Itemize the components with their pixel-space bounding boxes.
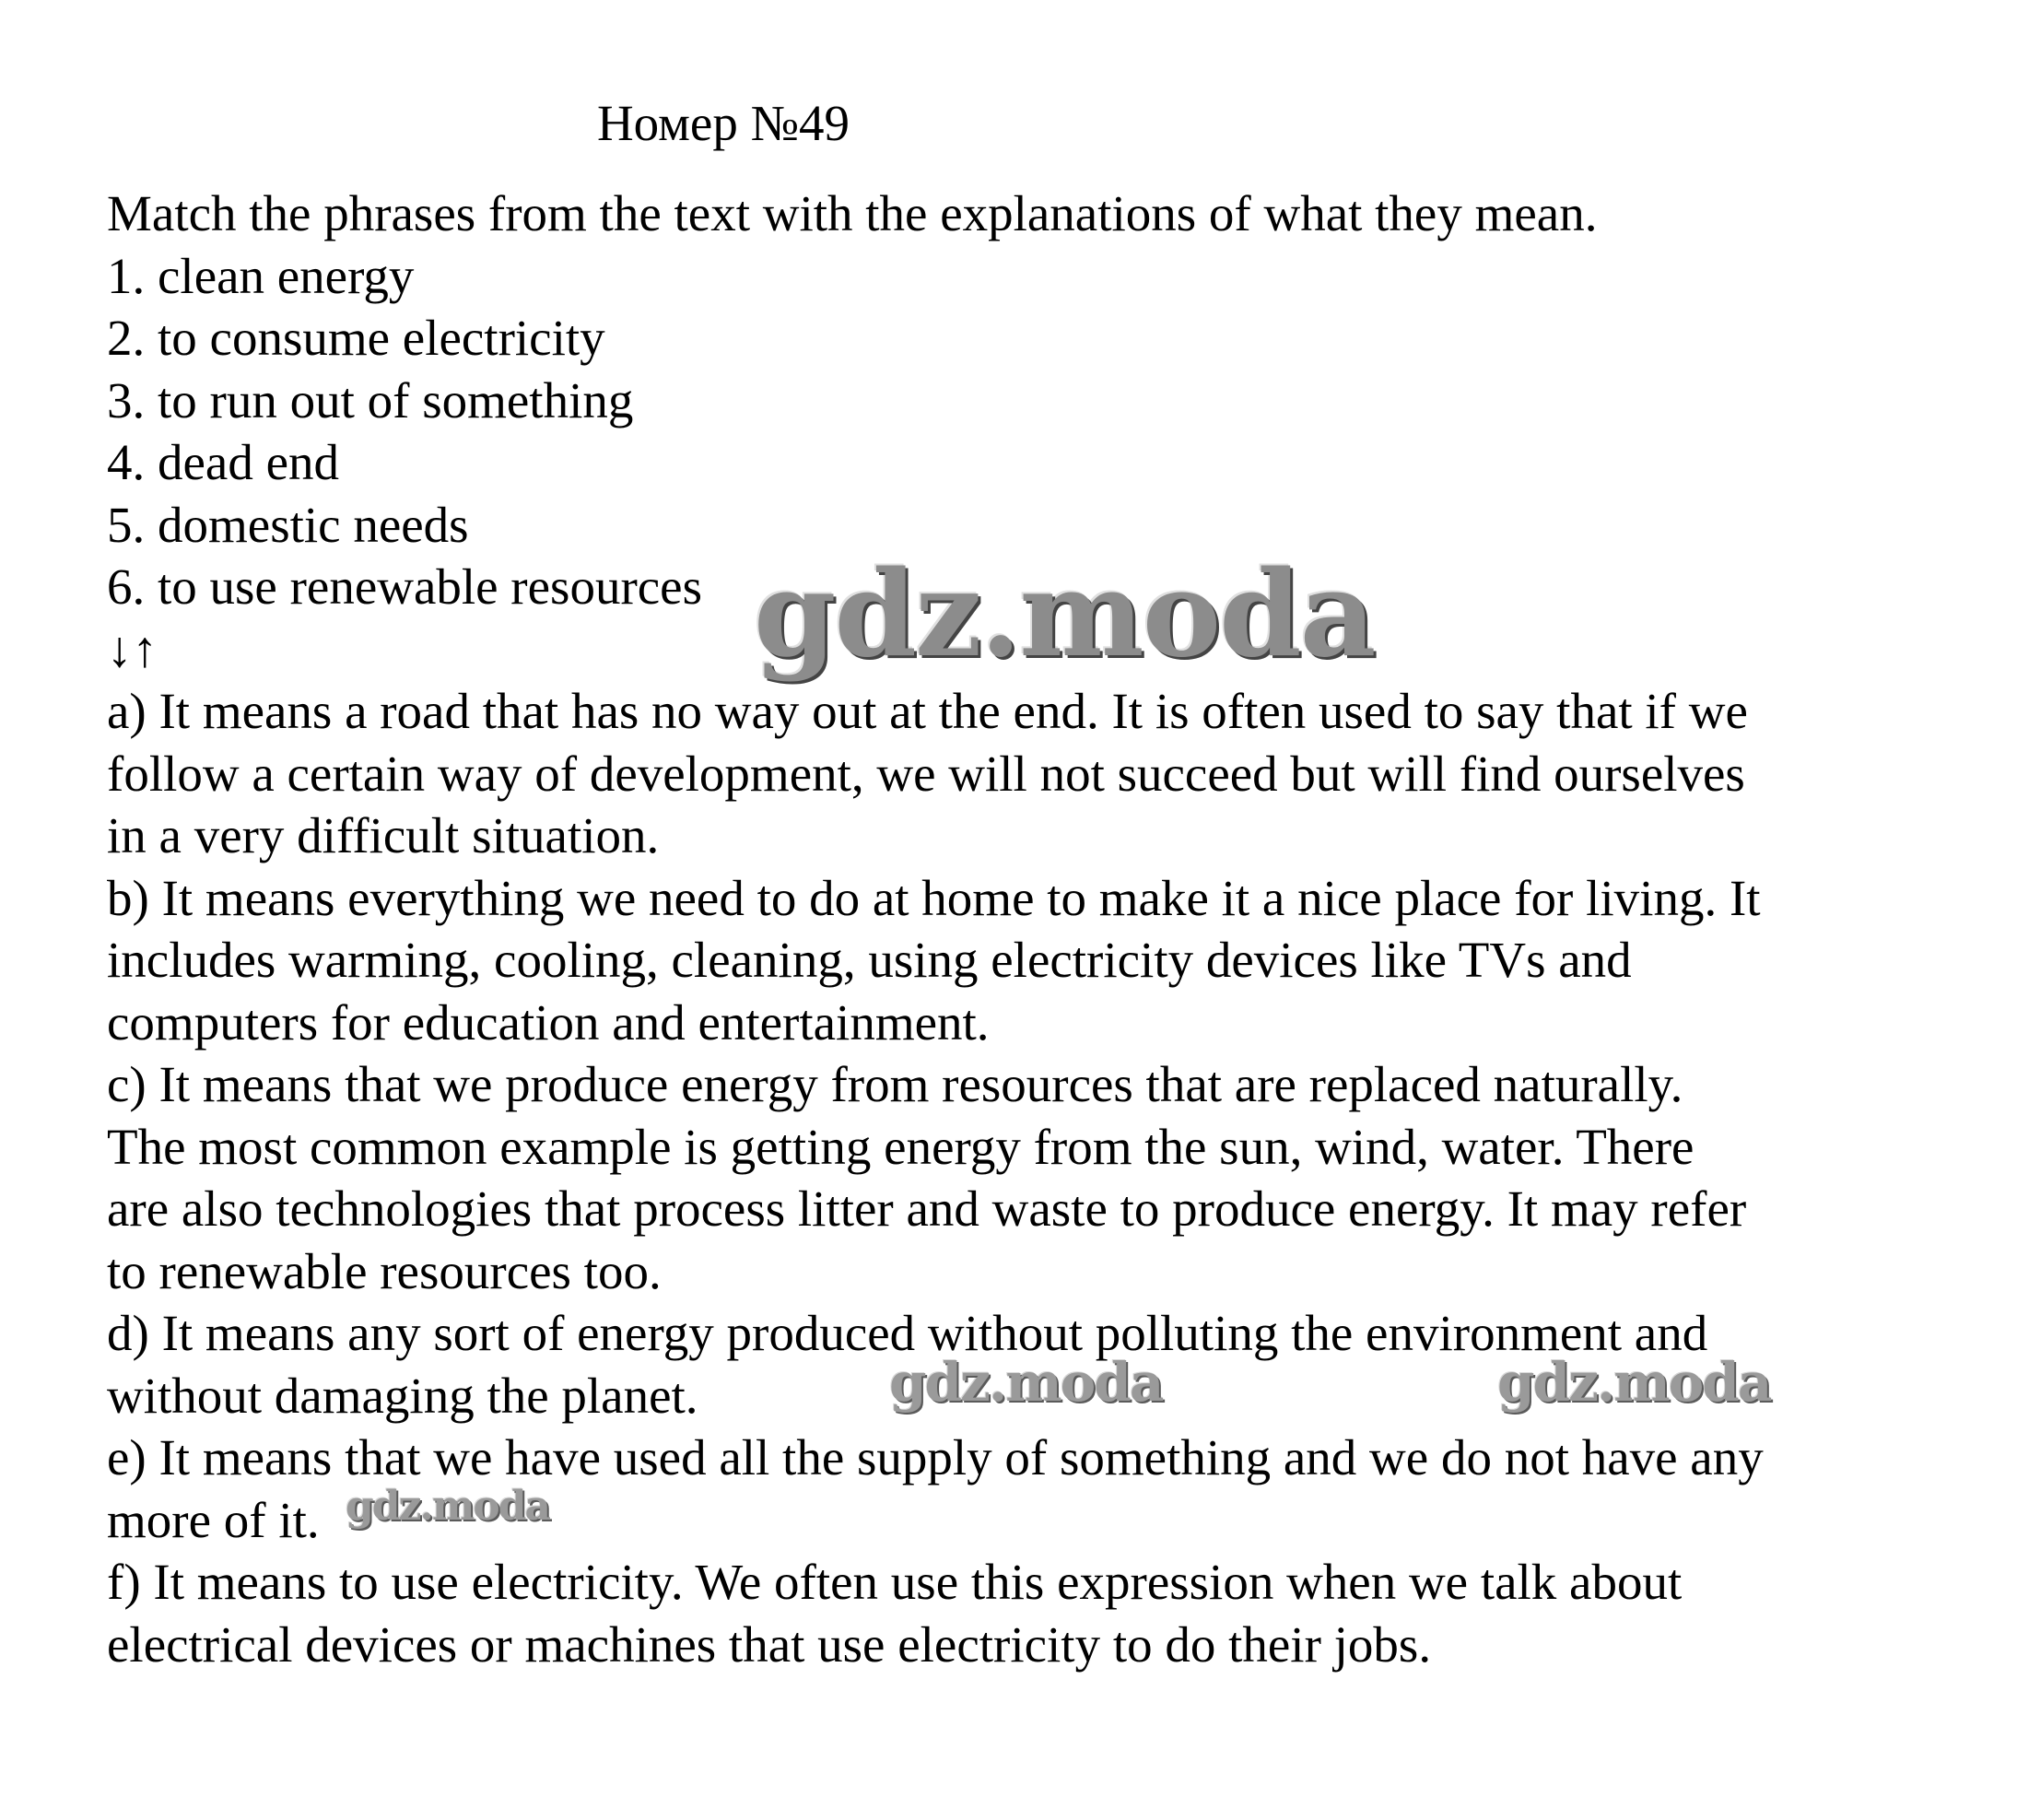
phrase-item: 6. to use renewable resources	[107, 558, 702, 615]
explanation-a-line: follow a certain way of development, we will not succeed but will find ourselves	[107, 745, 1745, 802]
explanation-d-line: without damaging the planet.	[107, 1367, 698, 1424]
explanation-c-line: The most common example is getting energy from the sun, wind, water. There	[107, 1118, 1695, 1175]
explanation-b-line: b) It means everything we need to do at home to make it a nice place for living. It	[107, 869, 1761, 926]
up-down-arrows: ↓↑	[107, 620, 158, 677]
explanation-d-line: d) It means any sort of energy produced without polluting the environment and	[107, 1305, 1708, 1361]
instruction-text: Match the phrases from the text with the explanations of what they mean.	[107, 185, 1598, 241]
explanation-f-line: f) It means to use electricity. We often use this expression when we talk about	[107, 1554, 1683, 1610]
explanation-b-line: includes warming, cooling, cleaning, using electricity devices like TVs and	[107, 932, 1632, 988]
watermark-logo: gdz.moda	[346, 1483, 550, 1530]
explanation-e-line: more of it.	[107, 1491, 320, 1548]
watermark-logo: gdz.moda	[754, 546, 1375, 684]
explanation-a-line: in a very difficult situation.	[107, 807, 660, 863]
explanation-a-line: a) It means a road that has no way out at the end. It is often used to say that if we	[107, 683, 1748, 739]
explanation-c-line: are also technologies that process litter and waste to produce energy. It may refer	[107, 1180, 1747, 1237]
explanation-b-line: computers for education and entertainment.	[107, 993, 990, 1051]
watermark-logo: gdz.moda	[889, 1351, 1163, 1414]
phrase-item: 4. dead end	[107, 434, 339, 490]
phrase-item: 5. domestic needs	[107, 496, 469, 553]
phrase-item: 3. to run out of something	[107, 371, 634, 429]
explanation-e-line: e) It means that we have used all the supply of something and we do not have any	[107, 1429, 1764, 1485]
explanation-c-line: c) It means that we produce energy from resources that are replaced naturally.	[107, 1056, 1683, 1112]
exercise-body	[107, 182, 1931, 1675]
watermark-logo: gdz.moda	[1497, 1351, 1771, 1414]
phrase-item: 1. clean energy	[107, 247, 415, 304]
page-title: Номер №49	[596, 95, 850, 151]
phrase-item: 2. to consume electricity	[107, 310, 605, 366]
explanation-c-line: to renewable resources too.	[107, 1242, 662, 1299]
explanation-f-line: electrical devices or machines that use electricity to do their jobs.	[107, 1615, 1432, 1673]
